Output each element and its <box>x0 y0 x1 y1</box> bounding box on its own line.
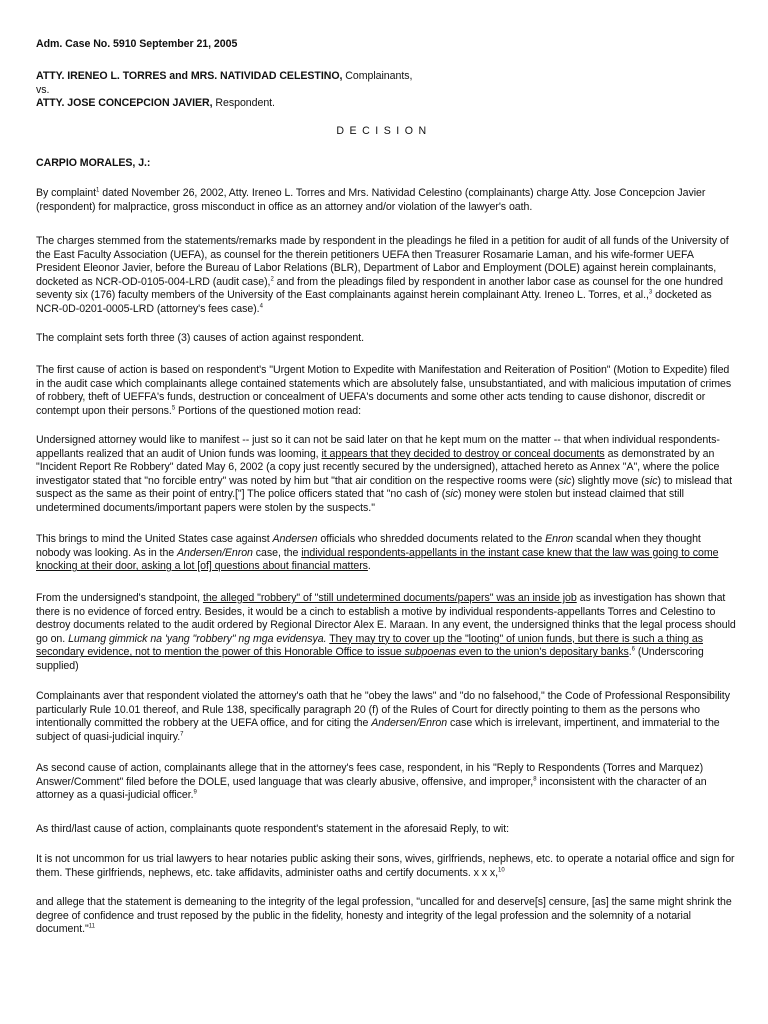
footnote-ref[interactable]: 2 <box>270 276 274 283</box>
paragraph-6: As second cause of action, complainants allege that in the attorney's fees case, respondent, in his "Reply to Respondents (Torres and Marquez) Answer/Comment" filed before the DOLE, used language that was clearly abusive, offensive, and improper,$^8$ inconsistent with the character of an attorney as a quasi-judicial officer.$^9$ <box>36 762 707 802</box>
respondent-name: ATTY. JOSE CONCEPCION JAVIER, <box>36 97 213 110</box>
paragraph-2: The charges stemmed from the statements/remarks made by respondent in the pleadings he filed in a petition for audit of all funds of the University of the East Faculty Association (UEFA), as counsel for the therein petitioners UEFA then Treasurer Rosamarie Laman, and his wife-former UEFA President Eleonor Javier, before the Bureau of Labor Relations (BLR), Department of Labor and Employment (DOLE) against herein complainants, docketed as NCR-OD-0105-004-LRD (audit case),$^2$ and from the pleadings filed by respondent in another labor case as counsel for the one hundred seventy six (176) faculty members of the University of the East complainants against herein complainant Atty. Ireneo L. Torres, et al.,$^3$ docketed as NCR-0D-0201-0005-LRD (attorney's fees case).$^4$ <box>36 235 729 315</box>
complainants-line <box>36 70 736 84</box>
quoted-motion-2: This brings to mind the United States case against Andersen officials who shredded documents related to the Enron scandal when they thought nobody was looking. As in the Andersen/Enron case, the individual respondents-appellants in the instant case knew that the law was going to come knocking at their door, asking a lot [of] questions about financial matters. <box>36 533 719 573</box>
respondent-line <box>36 97 736 111</box>
paragraph-7: As third/last cause of action, complainants quote respondent's statement in the aforesaid Reply, to wit: <box>36 823 510 835</box>
paragraph-1: By complaint$^1$ dated November 26, 2002, Atty. Ireneo L. Torres and Mrs. Natividad Celestino (complainants) charge Atty. Jose Concepcion Javier (respondent) for malpractice, gross misconduct in office as an attorney and/or violation of the lawyer's oath. <box>36 187 706 213</box>
decision-title: DECISION <box>336 125 432 137</box>
footnote-ref[interactable]: 3 <box>648 289 653 296</box>
paragraph-8: and allege that the statement is demeaning to the integrity of the legal profession, "uncalled for and deserve[s] censure, [as] the same might shrink the degree of confidence and trust reposed by the public in the fidelity, honesty and integrity of the legal profession and the solemnity of a notarial document."$^{11}$ <box>36 896 732 936</box>
footnote-ref[interactable]: 5 <box>171 405 176 412</box>
complainants-label: Complainants, <box>342 70 413 82</box>
footnote-ref[interactable]: 7 <box>180 731 184 738</box>
paragraph-5: Complainants aver that respondent violated the attorney's oath that he "obey the laws" and "do no falsehood," the Code of Professional Responsibility particularly Rule 10.01 thereof, and Rule 138, specifically paragraph 20 (f) of the Rules of Court for directly pointing to them as the persons who intentionally committed the robbery at the UEFA office, and for citing the Andersen/Enron case which is irrelevant, impertinent, and immaterial to the subject of quasi-judicial inquiry.$^7$ <box>36 690 730 743</box>
case-heading: Adm. Case No. 5910 September 21, 2005 <box>36 38 238 50</box>
footnote-ref[interactable]: 8 <box>533 776 537 783</box>
quoted-motion-3: From the undersigned's standpoint, the alleged "robbery" of "still undetermined documents/papers" was an inside job as investigation has shown that there is no evidence of forced entry. Besides, it would be a cinch to establish a motive by individual respondents-appellants Torres and Celestino to destroy documents related to the audit ordered by Regional Director Alex E. Maraan. In any event, the undersigned thinks that the legal process should go on. Lumang gimmick na 'yang "robbery" ng mga evidensya. They may try to cover up the "looting" of union funds, but there is such a thing as secondary evidence, not to mention the power of this Honorable Office to issue subpoenas even to the union's depositary banks.$^6$ (Underscoring supplied) <box>36 592 736 672</box>
ponente: CARPIO MORALES, J.: <box>36 157 151 169</box>
quoted-reply: It is not uncommon for us trial lawyers to hear notaries public asking their sons, wives, girlfriends, nephews, etc. to operate a notarial office and sign for them. These girlfriends, nephews, etc. take affidavits, administer oaths and certify documents. x x x,$^{10}$ <box>36 853 735 879</box>
quoted-motion-1: Undersigned attorney would like to manifest -- just so it can not be said later on that he kept mum on the matter -- that when individual respondents-appellants realized that an audit of Union funds was looming, it appears that they decided to destroy or conceal documents as demonstrated by an "Incident Report Re Robbery" dated May 6, 2002 (a copy just recently secured by the undersigned), attached hereto as Annex "A", where the police investigator stated that "no forcible entry" was noted by him but "that air condition on the respective rooms were (sic) slightly move (sic) to mislead that suspect as the same as their point of entry.["] The police officers stated that "no cash of (sic) money were stolen but instead claimed that still undetermined documents/important papers were stolen by the suspects." <box>36 434 732 514</box>
footnote-ref[interactable]: 1 <box>96 187 100 194</box>
parties-block <box>36 70 736 111</box>
footnote-ref[interactable]: 4 <box>259 303 263 310</box>
respondent-label: Respondent. <box>212 97 275 110</box>
footnote-ref[interactable]: 6 <box>631 646 635 653</box>
footnote-ref[interactable]: 11 <box>88 923 95 930</box>
footnote-ref[interactable]: 9 <box>193 789 197 796</box>
paragraph-4: The first cause of action is based on respondent's "Urgent Motion to Expedite with Manifestation and Reiteration of Position" (Motion to Expedite) filed in the audit case which complainants allege contained statements which are absolutely false, unsubstantiated, and with malicious imputation of crimes of robbery, theft of UEFFA's funds, destruction or concealment of UEFA's documents and some other acts tending to cause dishonor, discredit or contempt upon their persons.$^5$ Portions of the questioned motion read: <box>36 364 732 417</box>
complainants-names: ATTY. IRENEO L. TORRES and MRS. NATIVIDAD CELESTINO, <box>36 70 343 82</box>
paragraph-3: The complaint sets forth three (3) causes of action against respondent. <box>36 332 364 344</box>
footnote-ref[interactable]: 10 <box>498 867 505 874</box>
versus-line: vs. <box>36 83 50 96</box>
